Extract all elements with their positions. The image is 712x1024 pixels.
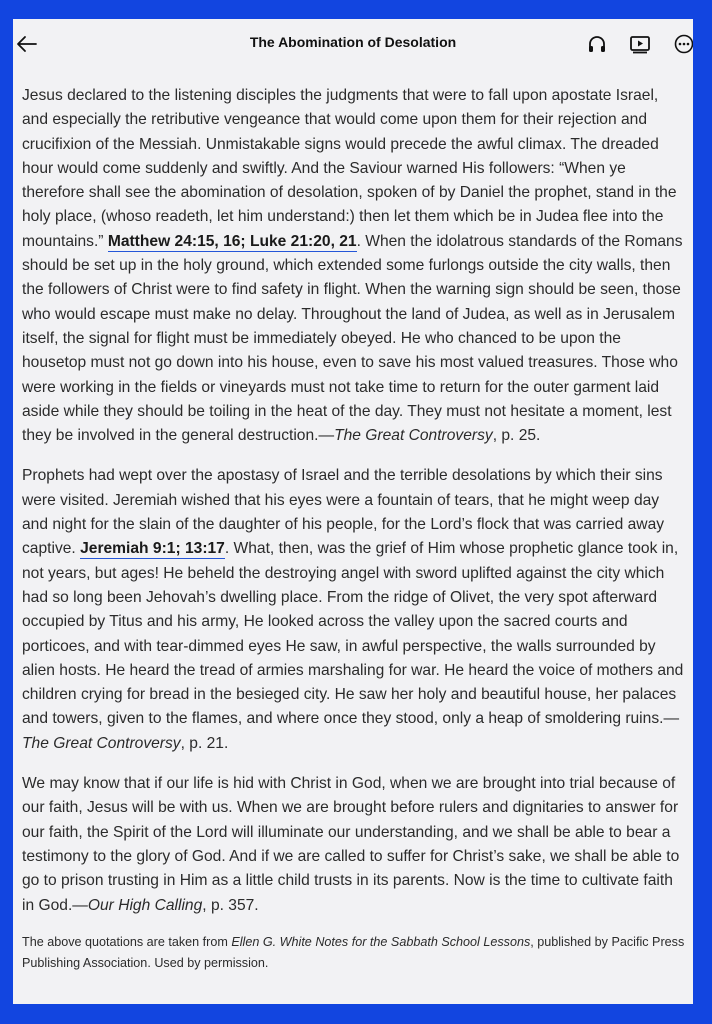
footnote-text: The above quotations are taken from	[22, 934, 232, 949]
article-body	[22, 84, 687, 974]
scripture-link[interactable]: Jeremiah 9:1; 13:17	[80, 540, 225, 558]
source-page: , p. 25.	[492, 427, 541, 445]
paragraph-text: . What, then, was the grief of Him whose prophetic glance took in, not years, but ages! He beheld the destroying angel with sword uplifted against the city which had so long been Jehovah’s dwelling place. From the ridge of Olivet, the very spot afterward occupied by Titus and his army, He looked across the valley upon the sacred courts and porticoes, and with tear-dimmed eyes He saw, in awful perspective, the walls surrounded by alien hosts. He heard the tread of armies marshaling for war. He heard the voice of mothers and children crying for bread in the besieged city. He saw her holy and beautiful house, her palaces and towers, given to the flames, and where once they stood, only a heap of smoldering ruins.—	[22, 540, 684, 728]
source-page: , p. 21.	[180, 734, 229, 752]
source-title: The Great Controversy	[334, 427, 493, 445]
footnote	[22, 932, 687, 974]
source-page: , p. 357.	[202, 896, 259, 914]
footnote-text: , published by Pacific Press Publishing Association. Used by permission.	[22, 934, 685, 970]
top-bar	[13, 19, 693, 71]
page-title: The Abomination of Desolation	[249, 34, 457, 50]
headphones-icon[interactable]	[585, 32, 609, 56]
paragraph	[22, 84, 687, 448]
paragraph	[22, 464, 687, 756]
scripture-link[interactable]: Matthew 24:15, 16; Luke 21:20, 21	[107, 232, 357, 250]
play-video-icon[interactable]	[628, 32, 652, 56]
reader-window	[13, 19, 693, 1004]
paragraph-text: Jesus declared to the listening disciples the judgments that were to fall upon apostate Israel, and especially the retributive vengeance that would come upon them for their rejection and crucifixion of the Messiah. Unmistakable signs would precede the awful climax. The dreaded hour would come suddenly and swiftly. And the Saviour warned His followers: “When ye therefore shall see the abomination of desolation, spoken of by Daniel the prophet, stand in the holy place, (whoso readeth, let him understand:) then let them which be in Judea flee into the mountains.”	[22, 87, 677, 250]
paragraph-text: . When the idolatrous standards of the Romans should be set up in the holy ground, which extended some furlongs outside the city walls, then the followers of Christ were to find safety in flight. When the warning sign should be seen, those who would escape must make no delay. Throughout the land of Judea, as well as in Jerusalem itself, the signal for flight must be immediately obeyed. He who chanced to be upon the housetop must not go down into his house, even to save his most valued treasures. Those who were working in the fields or vineyards must not take time to return for the outer garment laid aside while they should be toiling in the heat of the day. They must not hesitate a moment, lest they be involved in the general destruction.—	[22, 232, 683, 445]
paragraph-text: Prophets had wept over the apostasy of Israel and the terrible desolations by which their sins were visited. Jeremiah wished that his eyes were a fountain of tears, that he might weep day and night for the slain of the daughter of his people, for the Lord’s flock that was carried away captive.	[22, 467, 665, 558]
paragraph-text: We may know that if our life is hid with Christ in God, when we are brought into trial because of our faith, Jesus will be with us. When we are brought before rulers and dignitaries to answer for our faith, the Spirit of the Lord will illuminate our understanding, and we shall be able to bear a testimony to the glory of God. And if we are called to suffer for Christ’s sake, we shall be able to go to prison trusting in Him as a little child trusts in its parents. Now is the time to cultivate faith in God.—	[22, 775, 680, 914]
paragraph	[22, 772, 687, 918]
source-title: The Great Controversy	[22, 734, 181, 752]
more-options-icon[interactable]	[672, 32, 693, 56]
footnote-book-title: Ellen G. White Notes for the Sabbath School Lessons	[231, 934, 531, 949]
source-title: Our High Calling	[87, 896, 203, 914]
